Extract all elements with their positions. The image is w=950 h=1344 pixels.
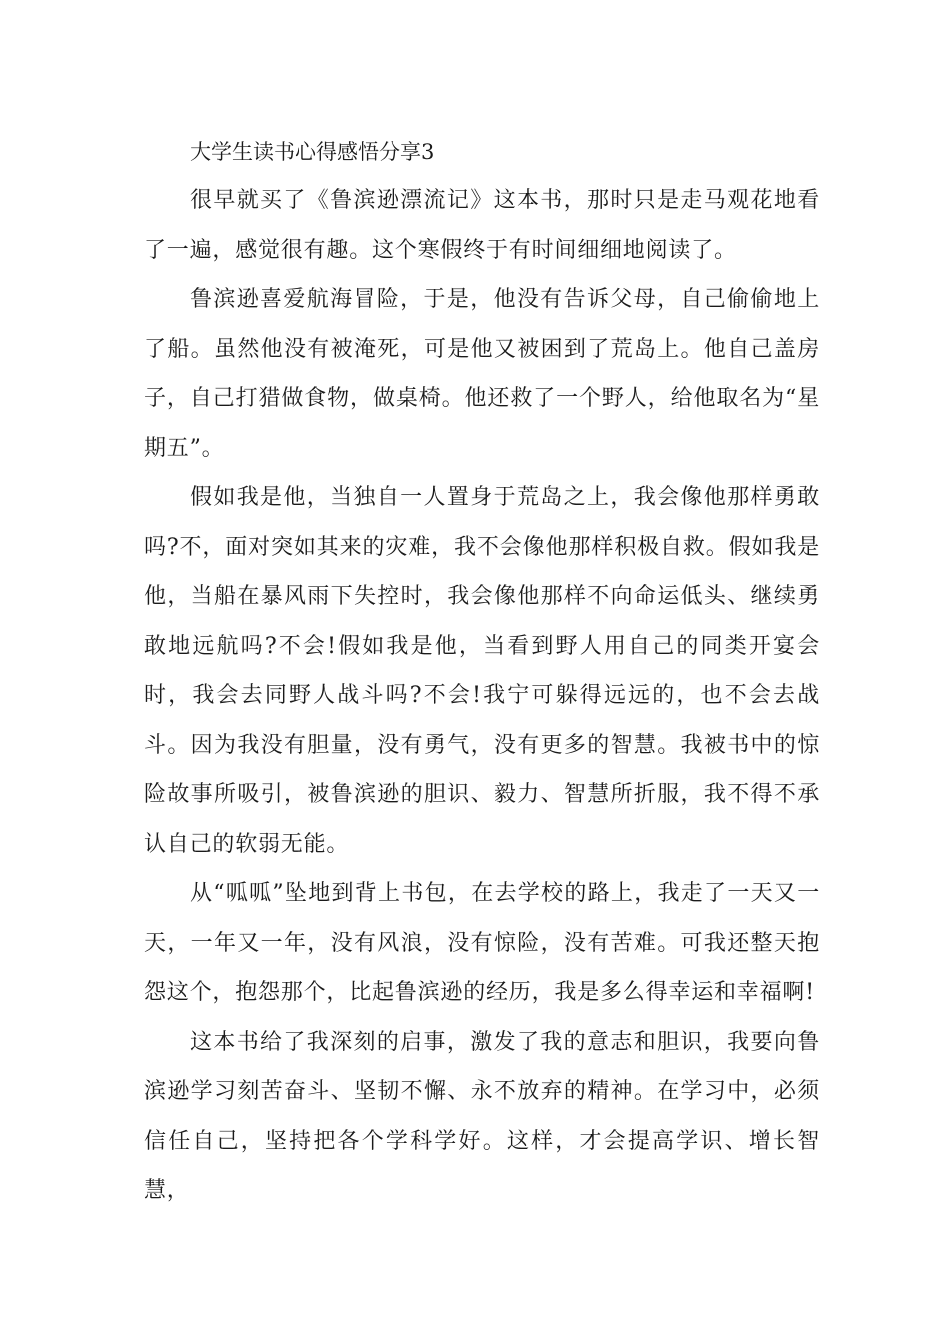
paragraph-5: 这本书给了我深刻的启事，激发了我的意志和胆识，我要向鲁滨逊学习刻苦奋斗、坚韧不懈、永不放弃的精神。在学习中，必须信任自己，坚持把各个学科学好。这样，才会提高学识、增长智慧， — [144, 1029, 820, 1203]
paragraph-4: 从“呱呱”坠地到背上书包，在去学校的路上，我走了一天又一天，一年又一年，没有风浪，没有惊险，没有苦难。可我还整天抱怨这个，抱怨那个，比起鲁滨逊的经历，我是多么得幸运和幸福啊! — [144, 881, 820, 1005]
paragraph-1: 很早就买了《鲁滨逊漂流记》这本书，那时只是走马观花地看了一遍，感觉很有趣。这个寒假终于有时间细细地阅读了。 — [144, 188, 820, 263]
paragraph-3: 假如我是他，当独自一人置身于荒岛之上，我会像他那样勇敢吗?不，面对突如其来的灾难，我不会像他那样积极自救。假如我是他，当船在暴风雨下失控时，我会像他那样不向命运低头、继续勇敢地远航吗?不会!假如我是他，当看到野人用自己的同类开宴会时，我会去同野人战斗吗?不会!我宁可躲得远远的，也不会去战斗。因为我没有胆量，没有勇气，没有更多的智慧。我被书中的惊险故事所吸引，被鲁滨逊的胆识、毅力、智慧所折服，我不得不承认自己的软弱无能。 — [144, 485, 820, 857]
document-body — [144, 128, 820, 1216]
paragraph-2: 鲁滨逊喜爱航海冒险，于是，他没有告诉父母，自己偷偷地上了船。虽然他没有被淹死，可是他又被困到了荒岛上。他自己盖房子，自己打猎做食物，做桌椅。他还救了一个野人，给他取名为“星期五”。 — [144, 287, 820, 461]
document-title: 大学生读书心得感悟分享3 — [190, 140, 435, 164]
